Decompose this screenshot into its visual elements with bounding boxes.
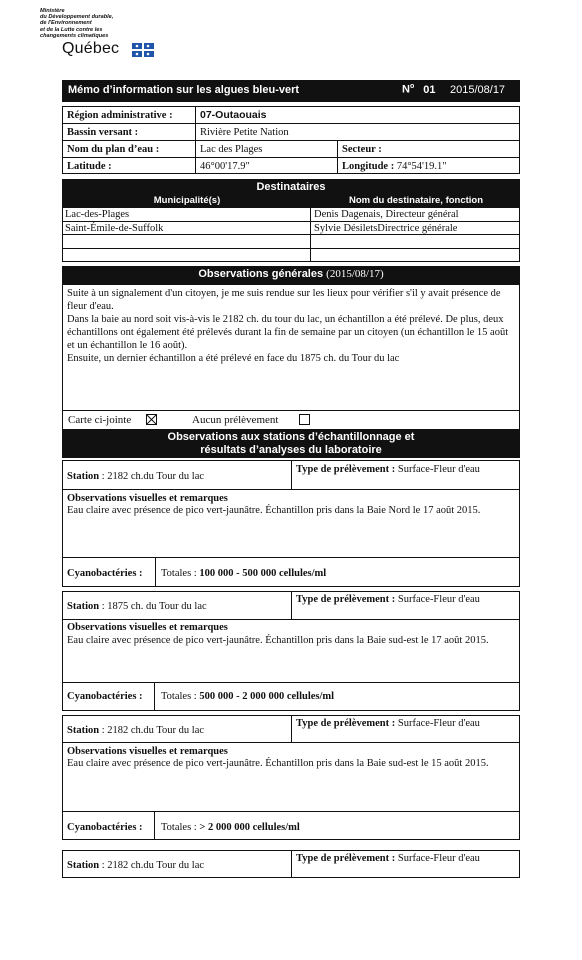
obs-text: Eau claire avec présence de pico vert-jaunâtre. Échantillon pris dans la Baie sud-est le 15 août 2015. xyxy=(67,758,489,769)
obs-label: Observations visuelles et remarques xyxy=(67,622,228,633)
observations-title-wrap xyxy=(62,268,520,280)
totales-value: 100 000 - 500 000 cellules/ml xyxy=(199,568,327,579)
totales-field xyxy=(161,690,334,703)
obs-label: Observations visuelles et remarques xyxy=(67,493,228,504)
memo-number xyxy=(402,83,436,96)
type-value: Surface-Fleur d'eau xyxy=(397,853,480,864)
observations-paragraph: Ensuite, un dernier échantillon a été prélevé en face du 1875 ch. du Tour du lac xyxy=(67,353,400,364)
totales-field xyxy=(161,821,300,834)
memo-title: Mémo d’information sur les algues bleu-vert xyxy=(68,84,300,96)
carte-checkbox[interactable] xyxy=(146,414,157,425)
station-label: Station xyxy=(67,601,100,612)
type-label: Type de prélèvement : xyxy=(296,853,396,864)
cyano-label: Cyanobactéries : xyxy=(67,568,143,579)
observations-paragraph: Suite à un signalement d'un citoyen, je me suis rendue sur les lieux pour vérifier s'il y avait présence de fleur d'eau. xyxy=(67,288,501,312)
totales-label: Totales : xyxy=(161,691,197,702)
type-label: Type de prélèvement : xyxy=(296,718,396,729)
totales-value: > 2 000 000 cellules/ml xyxy=(199,822,300,833)
quebec-wordmark: Québec xyxy=(62,40,120,57)
station-label: Station xyxy=(67,725,100,736)
totales-label: Totales : xyxy=(161,822,197,833)
observations-text xyxy=(67,287,515,365)
station-field xyxy=(67,470,204,483)
region-value: 07-Outaouais xyxy=(200,109,267,121)
stations-header xyxy=(62,430,520,458)
number-sup: o xyxy=(409,83,415,90)
station-value: : 2182 ch.du Tour du lac xyxy=(101,471,205,482)
cyano-label: Cyanobactéries : xyxy=(67,822,143,833)
ministry-line: changements climatiques xyxy=(40,32,109,39)
observations-paragraph: Dans la baie au nord soit vis-à-vis le 2182 ch. du tour du lac, un échantillon a été prélevé. De plus, deux échantillons ont également été prélevés durant la fin de semaine par un citoyen (un échantillon le 15 août et un échantillon le 16 août). xyxy=(67,314,509,351)
memo-header xyxy=(62,80,520,102)
station-label: Station xyxy=(67,860,100,871)
municipalite-cell: Lac-des-Plages xyxy=(65,209,130,220)
carte-label: Carte ci-jointe xyxy=(68,414,132,426)
type-value: Surface-Fleur d'eau xyxy=(397,594,480,605)
totales-value: 500 000 - 2 000 000 cellules/ml xyxy=(199,691,335,702)
memo-date: 2015/08/17 xyxy=(450,84,506,96)
stations-header-line2: résultats d’analyses du laboratoire xyxy=(200,444,382,456)
region-label: Région administrative : xyxy=(67,110,173,121)
col-destinataire: Nom du destinataire, fonction xyxy=(348,195,484,206)
station-label: Station xyxy=(67,471,100,482)
ministry-name xyxy=(40,8,170,39)
station-field xyxy=(67,724,204,737)
aucun-checkbox[interactable] xyxy=(299,414,310,425)
plan-value: Lac des Plages xyxy=(200,144,263,155)
destinataires-header xyxy=(62,179,520,207)
destinataire-cell: Sylvie DésiletsDirectrice générale xyxy=(314,223,458,234)
col-municipalite: Municipalité(s) xyxy=(153,195,221,206)
destinataires-title: Destinataires xyxy=(256,181,326,193)
municipalite-cell: Saint-Émile-de-Suffolk xyxy=(65,223,164,234)
latitude-label: Latitude : xyxy=(67,161,112,172)
secteur-label: Secteur : xyxy=(342,144,382,155)
destinataire-cell: Denis Dagenais, Directeur général xyxy=(314,209,459,220)
aucun-label: Aucun prélèvement xyxy=(192,414,279,426)
ministry-line: et de la Lutte contre les xyxy=(40,26,103,33)
station-value: : 2182 ch.du Tour du lac xyxy=(101,725,205,736)
bassin-label: Bassin versant : xyxy=(67,127,139,138)
bassin-value: Rivière Petite Nation xyxy=(200,127,289,138)
totales-field xyxy=(161,567,326,580)
longitude-field xyxy=(342,160,447,173)
observations-date: (2015/08/17) xyxy=(326,268,384,280)
type-label: Type de prélèvement : xyxy=(296,464,396,475)
station-value: : 1875 ch. du Tour du lac xyxy=(101,601,207,612)
station-field xyxy=(67,859,204,872)
plan-label: Nom du plan d’eau : xyxy=(67,144,160,155)
station-field xyxy=(67,600,207,613)
type-field xyxy=(296,852,480,865)
ministry-line: de l'Environnement xyxy=(40,20,92,27)
number-value: 01 xyxy=(423,83,436,96)
longitude-label: Longitude : xyxy=(342,161,395,172)
type-field xyxy=(296,463,480,476)
obs-text: Eau claire avec présence de pico vert-jaunâtre. Échantillon pris dans la Baie sud-est le 17 août 2015. xyxy=(67,635,489,646)
obs-label: Observations visuelles et remarques xyxy=(67,746,228,757)
type-value: Surface-Fleur d'eau xyxy=(397,464,480,475)
longitude-value: 74°54'19.1" xyxy=(396,161,447,172)
observations-header xyxy=(62,266,520,284)
type-field xyxy=(296,593,480,606)
station-value: : 2182 ch.du Tour du lac xyxy=(101,860,205,871)
stations-header-line1: Observations aux stations d’échantillonnage et xyxy=(167,431,415,443)
ministry-line: Ministère xyxy=(40,8,65,14)
number-label: N xyxy=(402,83,410,96)
type-label: Type de prélèvement : xyxy=(296,594,396,605)
fleur-de-lis-flag-icon xyxy=(132,43,154,57)
observations-title: Observations générales xyxy=(198,268,324,280)
ministry-logo xyxy=(40,8,170,60)
type-field xyxy=(296,717,480,730)
cyano-label: Cyanobactéries : xyxy=(67,691,143,702)
totales-label: Totales : xyxy=(161,568,197,579)
type-value: Surface-Fleur d'eau xyxy=(397,718,480,729)
checkbox-cross-icon xyxy=(146,414,157,425)
ministry-line: du Développement durable, xyxy=(40,14,114,21)
latitude-value: 46°00'17.9" xyxy=(200,161,250,172)
obs-text: Eau claire avec présence de pico vert-jaunâtre. Échantillon pris dans la Baie Nord le 17 août 2015. xyxy=(67,505,481,516)
